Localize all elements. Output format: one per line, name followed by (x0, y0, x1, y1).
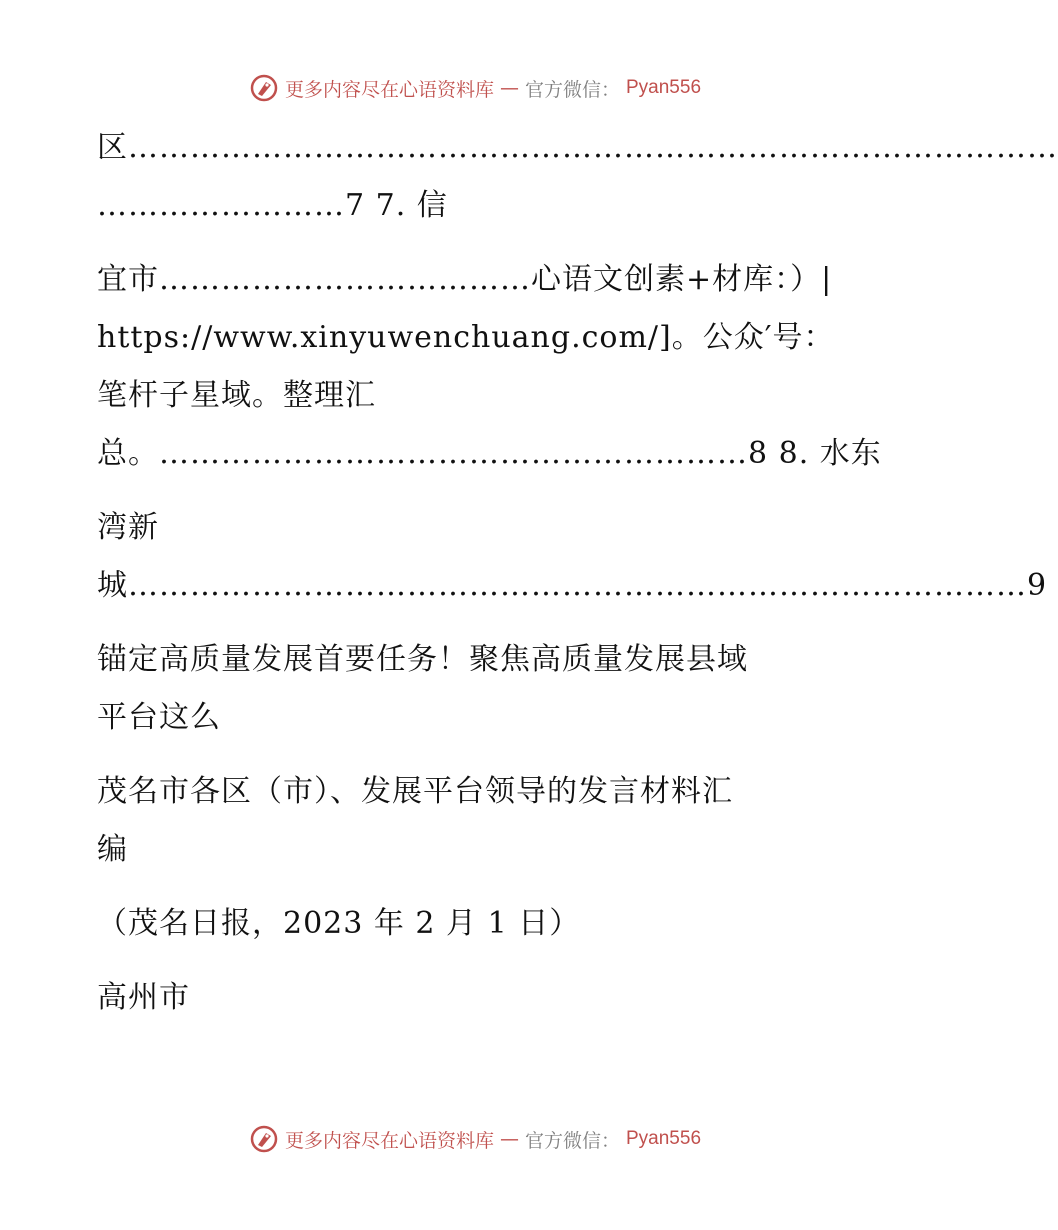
pen-nib-logo-icon (249, 73, 279, 103)
watermark-official: 官方微信： (524, 1129, 620, 1152)
footer-watermark (0, 1124, 950, 1154)
watermark-text: 更多内容尽在心语资料库 (284, 1129, 494, 1152)
toc-line-1: 区……………………………………………………………………………… (97, 130, 1058, 165)
watermark-text: 更多内容尽在心语资料库 (284, 78, 494, 101)
toc-line-7: 湾新 (97, 510, 159, 545)
watermark-separator: — (499, 1128, 519, 1150)
toc-line-3: 宜市………………………………心语文创素+材库：）| (97, 262, 833, 297)
toc-line-6: 总。…………………………………………………8 8. 水东 (97, 436, 882, 471)
header-watermark (0, 73, 950, 103)
source-line: （茂名日报，2023 年 2 月 1 日） (97, 906, 581, 941)
subtitle-line-1: 茂名市各区（市）、发展平台领导的发言材料汇 (97, 774, 733, 809)
subtitle-line-2: 编 (97, 832, 128, 867)
watermark-id: Pyan556 (626, 77, 702, 98)
toc-line-5: 笔杆子星域。整理汇 (97, 378, 376, 413)
toc-line-8: 城……………………………………………………………………………9 (97, 568, 1048, 603)
headline-line-2: 平台这么 (97, 700, 221, 735)
watermark-separator: — (499, 77, 519, 99)
section-heading: 高州市 (97, 980, 190, 1015)
watermark-id: Pyan556 (626, 1128, 702, 1149)
headline-line-1: 锚定高质量发展首要任务！聚焦高质量发展县域 (97, 642, 748, 677)
watermark-official: 官方微信： (524, 78, 620, 101)
pen-nib-logo-icon (249, 1124, 279, 1154)
toc-line-2: ……………………7 7. 信 (97, 188, 448, 223)
url-line: https://www.xinyuwenchuang.com/]。公众′号： (97, 320, 835, 355)
